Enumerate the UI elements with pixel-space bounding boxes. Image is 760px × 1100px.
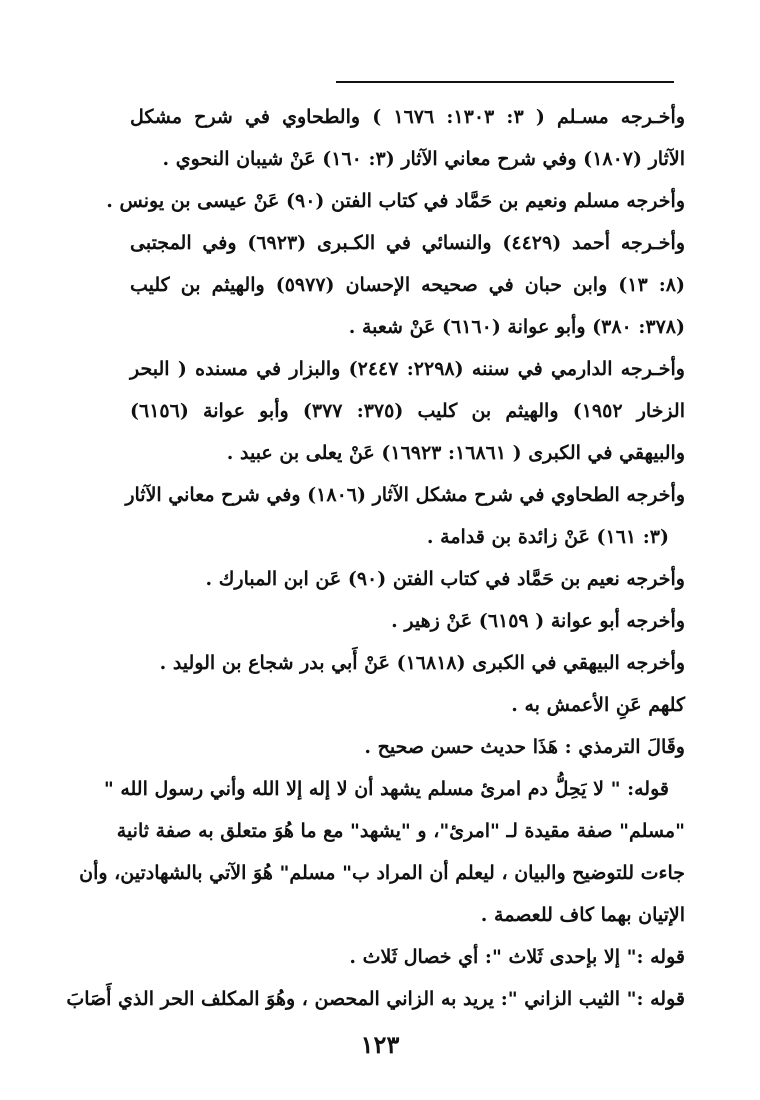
text-line-07: وأخـرجه الدارمي في سننه (٢٢٩٨: ٢٤٤٧) والبزار في مسنده ( البحر (130, 358, 685, 380)
page-number: ١٢٣ (360, 1030, 400, 1059)
footnote-text (66, 96, 685, 1020)
text-line-19: جاءت للتوضيح والبيان ، ليعلم أن المراد ب" مسلم" هُوَ الآتي بالشهادتين، وأن (79, 862, 685, 884)
text-line-02: الآثار (١٨٠٧) وفي شرح معاني الآثار (٣: ١٦٠) عَنْ شيبان النحوي . (162, 148, 685, 170)
text-line-04: وأخـرجه أحمد (٤٤٢٩) والنسائي في الكـبرى (٦٩٢٣) وفي المجتبى (130, 232, 685, 254)
text-line-14: وأخرجه البيهقي في الكبرى (١٦٨١٨) عَنْ أَبي بدر شجاع بن الوليد . (159, 652, 685, 674)
text-line-16: وقَالَ الترمذي : هَذَا حديث حسن صحيح . (364, 736, 685, 758)
footnote-separator (336, 81, 674, 83)
text-line-10: وأخرجه الطحاوي في شرح مشكل الآثار (١٨٠٦) وفي شرح معاني الآثار (125, 484, 685, 506)
text-line-18: "مسلم" صفة مقيدة لـ "امرئ"، و "يشهد" مع ما هُوَ متعلق به صفة ثانية (116, 820, 685, 842)
text-line-21: قوله :" إلا بإحدى ثَلاث ": أي خصال ثَلاث . (349, 946, 685, 968)
text-line-08: الزخار ١٩٥٢) والهيثم بن كليب (٣٧٥: ٣٧٧) وأبو عوانة (٦١٥٦) (130, 400, 685, 422)
text-line-15: كلهم عَنِ الأعمش به . (511, 694, 685, 716)
text-line-11: (٣: ١٦١) عَنْ زائدة بن قدامة . (426, 526, 669, 548)
text-line-13: وأخرجه أبو عوانة ( ٦١٥٩) عَنْ زهير . (391, 610, 685, 632)
text-line-01: وأخـرجه مسـلم ( ٣: ١٣٠٣: ١٦٧٦ ) والطحاوي في شرح مشكل (130, 106, 685, 128)
text-line-05: (٨: ١٣) وابن حبان في صحيحه الإحسان (٥٩٧٧) والهيثم بن كليب (130, 274, 685, 296)
text-line-20: الإتيان بهما كاف للعصمة . (480, 904, 685, 926)
text-line-09: والبيهقي في الكبرى ( ١٦٨٦١: ١٦٩٢٣) عَنْ يعلى بن عبيد . (226, 442, 685, 464)
text-line-06: (٣٧٨: ٣٨٠) وأبو عوانة (٦١٦٠) عَنْ شعبة . (348, 316, 685, 338)
text-line-22: قوله :" الثيب الزاني ": يريد به الزاني المحصن ، وهُوَ المكلف الحر الذي أَصَابَ (66, 988, 685, 1010)
text-line-03: وأخرجه مسلم ونعيم بن حَمَّاد في كتاب الفتن (٩٠) عَنْ عيسى بن يونس . (106, 190, 685, 212)
text-line-17: قوله: " لا يَحِلُّ دم امرئ مسلم يشهد أن لا إله إلا الله وأني رسول الله " (103, 778, 669, 800)
text-line-12: وأخرجه نعيم بن حَمَّاد في كتاب الفتن (٩٠) عَن ابن المبارك . (205, 568, 685, 590)
